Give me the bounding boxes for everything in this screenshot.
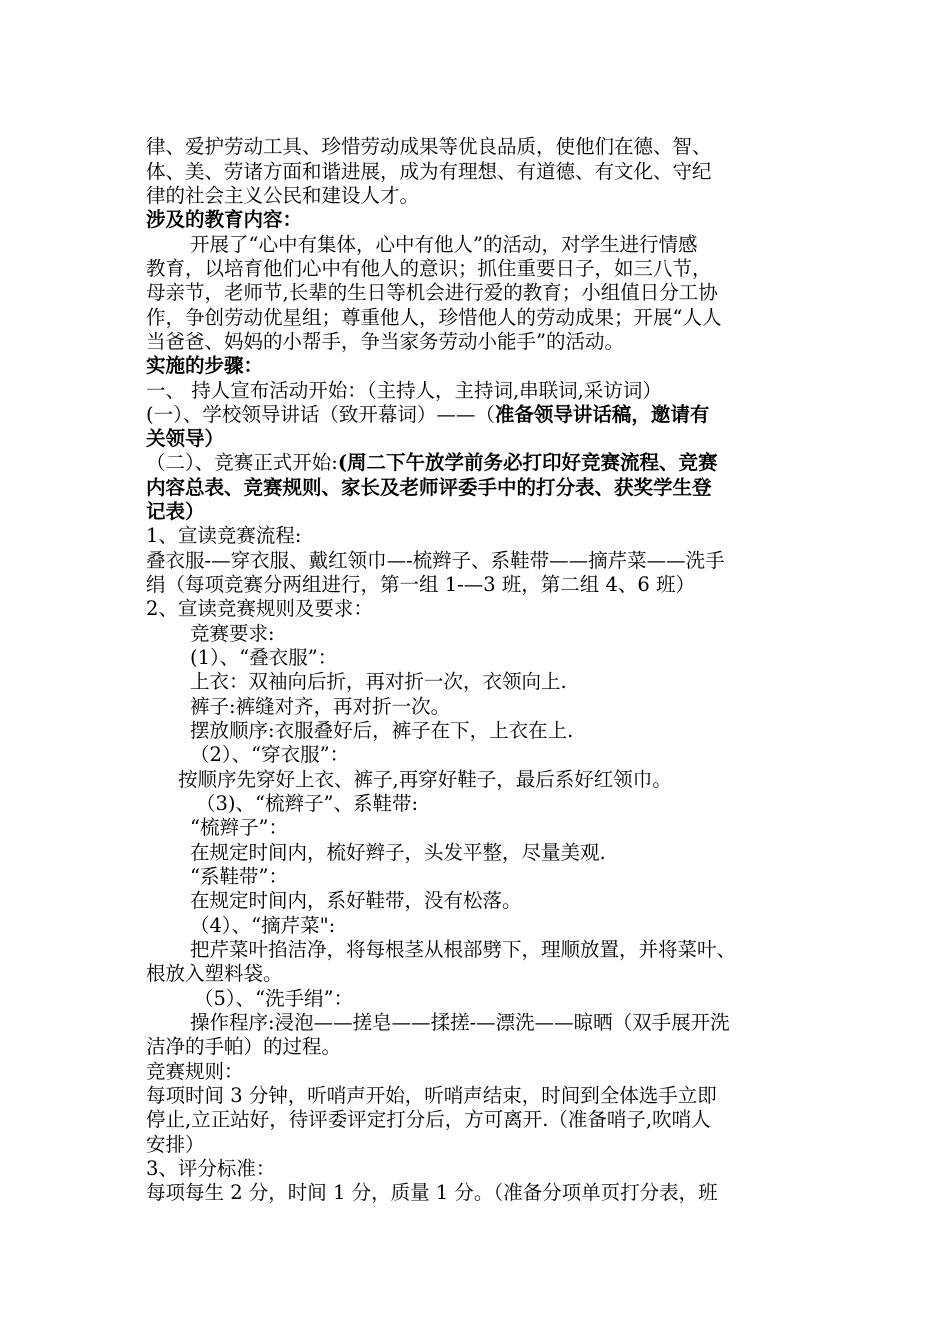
text-line: [146, 281, 718, 305]
text-segment: 停止,立正站好，待评委评定打分后，方可离开.（准备哨子,吹哨人: [146, 1108, 711, 1131]
text-segment: 在规定时间内，系好鞋带，没有松落。: [190, 889, 522, 912]
text-segment: 绢（每项竞赛分两组进行，第一组 1-—3 班，第二组 4、6 班）: [146, 573, 696, 596]
text-line: [146, 257, 712, 281]
bold-text-segment: (周二下午放学前务必打印好竞赛流程、竞赛: [337, 451, 718, 474]
text-segment: 按顺序先穿好上衣、裤子,再穿好鞋子，最后系好红领巾。: [178, 768, 672, 791]
text-segment: 作，争创劳动优星组；尊重他人，珍惜他人的劳动成果；开展“人人: [146, 306, 722, 329]
text-segment: “系鞋带”：: [190, 865, 288, 888]
text-segment: 把芹菜叶掐洁净，将每根茎从根部劈下，理顺放置，并将菜叶、: [190, 938, 737, 961]
text-line: [146, 427, 224, 451]
text-line: [190, 841, 606, 865]
text-line: [190, 695, 450, 719]
text-line: [146, 1157, 275, 1181]
text-segment: 摆放顺序:衣服叠好后，裤子在下，上衣在上.: [190, 719, 574, 742]
text-segment: 体、美、劳诸方面和谐进展，成为有理想、有道德、有文化、守纪: [146, 160, 712, 183]
text-line: [190, 816, 288, 840]
text-line: [146, 597, 373, 621]
text-line: [190, 743, 349, 767]
text-segment: 律、爱护劳动工具、珍惜劳动成果等优良品质，使他们在德、智、: [146, 135, 712, 158]
text-line: [146, 451, 718, 475]
text-line: [190, 914, 335, 938]
text-segment: 操作程序:浸泡——搓皂——揉搓-—漂洗——晾晒（双手展开洗: [190, 1011, 730, 1034]
text-segment: 母亲节，老师节,长辈的生日等机会进行爱的教育；小组值日分工协: [146, 281, 718, 304]
text-line: [146, 1108, 711, 1132]
text-segment: 当爸爸、妈妈的小帮手，争当家务劳动小能手”的活动。: [146, 330, 624, 353]
text-line: [146, 403, 709, 427]
text-line: [146, 500, 205, 524]
text-segment: 律的社会主义公民和建设人才。: [146, 184, 420, 207]
text-segment: （二）、竞赛正式开始:: [146, 451, 338, 474]
text-line: [146, 306, 721, 330]
bold-text-segment: 涉及的教育内容：: [146, 208, 303, 231]
text-segment: “梳辫子”：: [190, 816, 288, 839]
text-line: [190, 719, 573, 743]
bold-text-segment: 关领导）: [146, 427, 225, 450]
text-segment: 开展了“心中有集体，心中有他人”的活动，对学生进行情感: [190, 233, 698, 256]
text-line: [146, 379, 662, 403]
text-line: [146, 354, 263, 378]
text-segment: 每项每生 2 分，时间 1 分，质量 1 分。（准备分项单页打分表，班: [146, 1181, 718, 1204]
text-segment: 2、宣读竞赛规则及要求：: [146, 597, 373, 620]
text-segment: 叠衣服-—穿衣服、戴红领巾—-梳辫子、系鞋带——摘芹菜——洗手: [146, 549, 725, 572]
text-line: [190, 938, 736, 962]
text-line: [146, 1133, 205, 1157]
text-segment: （4）、“摘芹菜":: [190, 914, 336, 937]
text-segment: （3)、“梳辫子”、系鞋带:: [196, 792, 419, 815]
text-line: [146, 1084, 717, 1108]
text-segment: （5）、“洗手绢”：: [194, 987, 354, 1010]
text-line: [146, 524, 301, 548]
text-line: [190, 865, 288, 889]
text-line: [178, 768, 672, 792]
bold-text-segment: 内容总表、竞赛规则、家长及老师评委手中的打分表、获奖学生登: [146, 476, 712, 499]
text-line: [194, 987, 353, 1011]
text-line: [196, 792, 418, 816]
text-line: [146, 1035, 341, 1059]
bold-text-segment: 实施的步骤：: [146, 354, 264, 377]
text-line: [146, 476, 712, 500]
text-line: [146, 573, 695, 597]
text-line: [190, 670, 567, 694]
text-segment: 教育，以培育他们心中有他人的意识；抓住重要日子，如三八节，: [146, 257, 712, 280]
text-segment: 3、评分标准：: [146, 1157, 276, 1180]
text-segment: 每项时间 3 分钟，听哨声开始，听哨声结束，时间到全体选手立即: [146, 1084, 717, 1107]
text-line: [190, 646, 337, 670]
text-segment: 竞赛要求:: [190, 622, 275, 645]
bold-text-segment: 准备领导讲话稿，邀请有: [494, 403, 710, 426]
text-line: [190, 622, 275, 646]
text-segment: 竞赛规则：: [146, 1060, 244, 1083]
text-line: [146, 330, 624, 354]
text-segment: 裤子:裤缝对齐，再对折一次。: [190, 695, 451, 718]
text-segment: （2）、“穿衣服”：: [190, 743, 350, 766]
text-segment: 一、 持人宣布活动开始：（主持人，主持词,串联词,采访词）: [146, 379, 662, 402]
text-line: [146, 184, 419, 208]
text-line: [146, 208, 302, 232]
text-line: [146, 962, 283, 986]
text-line: [190, 889, 522, 913]
text-segment: 安排）: [146, 1133, 205, 1156]
text-segment: 上衣：双袖向后折，再对折一次，衣领向上.: [190, 670, 567, 693]
text-line: [146, 135, 712, 159]
text-line: [146, 549, 725, 573]
text-line: [146, 1060, 244, 1084]
text-segment: (1）、“叠衣服”：: [190, 646, 338, 669]
text-segment: 1、宣读竞赛流程:: [146, 524, 302, 547]
text-line: [190, 1011, 730, 1035]
bold-text-segment: 记表）: [146, 500, 205, 523]
text-segment: 在规定时间内，梳好辫子，头发平整，尽量美观.: [190, 841, 606, 864]
text-segment: 根放入塑料袋。: [146, 962, 283, 985]
text-line: [146, 1181, 718, 1205]
text-line: [146, 160, 712, 184]
text-segment: (一）、学校领导讲话（致开幕词）——（: [146, 403, 495, 426]
text-line: [190, 233, 697, 257]
text-segment: 洁净的手帕）的过程。: [146, 1035, 342, 1058]
